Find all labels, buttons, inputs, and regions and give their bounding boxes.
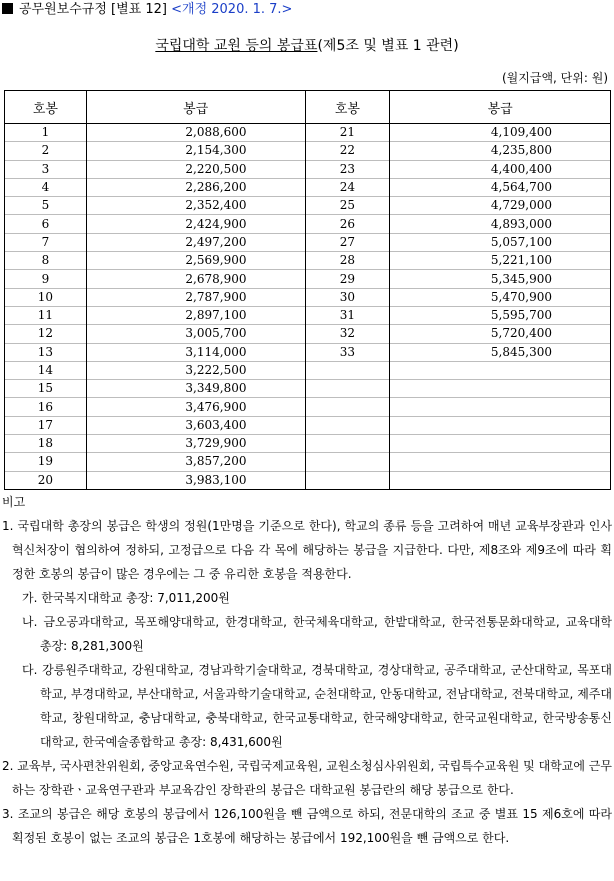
step-right-cell: 30 xyxy=(305,288,390,306)
step-right-cell: 33 xyxy=(305,343,390,361)
header-pay-right: 봉급 xyxy=(390,91,611,124)
pay-left-cell: 3,729,900 xyxy=(86,435,305,453)
pay-right-cell: 4,729,000 xyxy=(390,197,611,215)
step-left-cell: 2 xyxy=(5,142,87,160)
step-right-cell: 22 xyxy=(305,142,390,160)
table-row xyxy=(5,453,611,471)
table-row xyxy=(5,160,611,178)
step-left-cell: 19 xyxy=(5,453,87,471)
pay-left-cell: 3,114,000 xyxy=(86,343,305,361)
step-right-cell xyxy=(305,380,390,398)
note-2: 2. 교육부, 국사편찬위원회, 중앙교육연수원, 국립국제교육원, 교원소청심사위원회, 국립특수교육원 및 대학교에 근무하는 장학관ㆍ교육연구관과 부교육감인 장학관의 봉급은 대학교원 봉급란의 해당 봉급으로 한다. xyxy=(2,759,612,797)
note-1-item-a: 가. 한국복지대학교 총장: 7,011,200원 xyxy=(22,591,230,605)
step-right-cell: 21 xyxy=(305,124,390,142)
step-right-cell xyxy=(305,361,390,379)
table-row xyxy=(5,197,611,215)
step-left-cell: 1 xyxy=(5,124,87,142)
regulation-reference: 공무원보수규정 [별표 12] xyxy=(19,2,167,17)
table-row xyxy=(5,343,611,361)
pay-left-cell: 3,983,100 xyxy=(86,471,305,489)
title-sub: (제5조 및 별표 1 관련) xyxy=(317,38,459,54)
pay-left-cell: 3,222,500 xyxy=(86,361,305,379)
table-body xyxy=(5,124,611,490)
table-row xyxy=(5,380,611,398)
pay-left-cell: 3,857,200 xyxy=(86,453,305,471)
pay-right-cell xyxy=(390,435,611,453)
document-header xyxy=(2,1,292,19)
pay-left-cell: 2,352,400 xyxy=(86,197,305,215)
pay-right-cell: 5,720,400 xyxy=(390,325,611,343)
step-left-cell: 6 xyxy=(5,215,87,233)
step-right-cell: 29 xyxy=(305,270,390,288)
notes-label: 비고 xyxy=(2,495,26,509)
pay-left-cell: 3,476,900 xyxy=(86,398,305,416)
table-header-row xyxy=(5,91,611,124)
table-row xyxy=(5,215,611,233)
step-left-cell: 8 xyxy=(5,252,87,270)
table-row xyxy=(5,325,611,343)
step-left-cell: 18 xyxy=(5,435,87,453)
pay-right-cell: 5,221,100 xyxy=(390,252,611,270)
step-left-cell: 20 xyxy=(5,471,87,489)
black-square-icon xyxy=(2,3,13,14)
pay-right-cell: 4,235,800 xyxy=(390,142,611,160)
table-row xyxy=(5,142,611,160)
title-main: 국립대학 교원 등의 봉급표 xyxy=(155,38,318,54)
pay-left-cell: 2,897,100 xyxy=(86,306,305,324)
step-left-cell: 9 xyxy=(5,270,87,288)
notes-section xyxy=(0,490,612,850)
salary-table xyxy=(4,90,611,490)
step-right-cell: 31 xyxy=(305,306,390,324)
step-left-cell: 5 xyxy=(5,197,87,215)
step-left-cell: 7 xyxy=(5,233,87,251)
pay-right-cell xyxy=(390,380,611,398)
step-right-cell: 28 xyxy=(305,252,390,270)
step-left-cell: 17 xyxy=(5,416,87,434)
step-left-cell: 16 xyxy=(5,398,87,416)
pay-right-cell: 5,057,100 xyxy=(390,233,611,251)
pay-left-cell: 2,154,300 xyxy=(86,142,305,160)
step-right-cell: 32 xyxy=(305,325,390,343)
pay-left-cell: 2,678,900 xyxy=(86,270,305,288)
table-row xyxy=(5,306,611,324)
pay-left-cell: 2,497,200 xyxy=(86,233,305,251)
table-row xyxy=(5,270,611,288)
pay-right-cell xyxy=(390,453,611,471)
note-1: 1. 국립대학 총장의 봉급은 학생의 정원(1만명을 기준으로 한다), 학교의 종류 등을 고려하여 매년 교육부장관과 인사혁신처장이 협의하여 정하되, 고정급으로 다음 각 목에 해당하는 봉급을 지급한다. 다만, 제8조와 제9조에 따라 획정한 호봉의 봉급이 많은 경우에는 그 중 유리한 호봉을 적용한다. xyxy=(2,519,612,581)
pay-right-cell: 5,345,900 xyxy=(390,270,611,288)
step-left-cell: 3 xyxy=(5,160,87,178)
note-1-item-b: 나. 금오공과대학교, 목포해양대학교, 한경대학교, 한국체육대학교, 한밭대학교, 한국전통문화대학교, 교육대학 총장: 8,281,300원 xyxy=(22,615,612,653)
pay-right-cell: 4,400,400 xyxy=(390,160,611,178)
pay-right-cell: 4,109,400 xyxy=(390,124,611,142)
step-right-cell: 24 xyxy=(305,178,390,196)
header-step-right: 호봉 xyxy=(305,91,390,124)
pay-right-cell: 5,470,900 xyxy=(390,288,611,306)
pay-left-cell: 3,349,800 xyxy=(86,380,305,398)
pay-left-cell: 2,424,900 xyxy=(86,215,305,233)
header-step-left: 호봉 xyxy=(5,91,87,124)
table-row xyxy=(5,178,611,196)
step-left-cell: 12 xyxy=(5,325,87,343)
pay-right-cell xyxy=(390,471,611,489)
table-row xyxy=(5,471,611,489)
step-right-cell xyxy=(305,453,390,471)
step-right-cell xyxy=(305,398,390,416)
step-left-cell: 10 xyxy=(5,288,87,306)
step-left-cell: 4 xyxy=(5,178,87,196)
step-right-cell xyxy=(305,435,390,453)
step-left-cell: 13 xyxy=(5,343,87,361)
table-row xyxy=(5,288,611,306)
step-right-cell: 26 xyxy=(305,215,390,233)
pay-left-cell: 3,603,400 xyxy=(86,416,305,434)
pay-right-cell xyxy=(390,398,611,416)
header-pay-left: 봉급 xyxy=(86,91,305,124)
step-right-cell: 25 xyxy=(305,197,390,215)
step-right-cell xyxy=(305,416,390,434)
note-3: 3. 조교의 봉급은 해당 호봉의 봉급에서 126,100원을 뺀 금액으로 하되, 전문대학의 조교 중 별표 15 제6호에 따라 획정된 호봉이 없는 조교의 봉급은 1호봉에 해당하는 봉급에서 192,100원을 뺀 금액으로 한다. xyxy=(2,807,612,845)
step-left-cell: 15 xyxy=(5,380,87,398)
table-row xyxy=(5,124,611,142)
table-row xyxy=(5,361,611,379)
table-row xyxy=(5,233,611,251)
step-left-cell: 14 xyxy=(5,361,87,379)
pay-left-cell: 2,088,600 xyxy=(86,124,305,142)
pay-left-cell: 2,220,500 xyxy=(86,160,305,178)
step-right-cell xyxy=(305,471,390,489)
pay-right-cell: 5,845,300 xyxy=(390,343,611,361)
pay-right-cell xyxy=(390,416,611,434)
unit-label: (월지급액, 단위: 원) xyxy=(502,71,608,85)
pay-left-cell: 3,005,700 xyxy=(86,325,305,343)
step-right-cell: 27 xyxy=(305,233,390,251)
table-row xyxy=(5,398,611,416)
table-row xyxy=(5,252,611,270)
pay-right-cell: 5,595,700 xyxy=(390,306,611,324)
table-row xyxy=(5,435,611,453)
pay-left-cell: 2,787,900 xyxy=(86,288,305,306)
step-right-cell: 23 xyxy=(305,160,390,178)
pay-right-cell: 4,564,700 xyxy=(390,178,611,196)
pay-right-cell xyxy=(390,361,611,379)
note-1-item-c: 다. 강릉원주대학교, 강원대학교, 경남과학기술대학교, 경북대학교, 경상대학교, 공주대학교, 군산대학교, 목포대학교, 부경대학교, 부산대학교, 서울과학기술대학교, 순천대학교, 안동대학교, 전남대학교, 전북대학교, 제주대학교, 창원대학교, 충남대학교, 충북대학교, 한국교통대학교, 한국해양대학교, 한국교원대학교, 한국방송통신대학교, 한국예술종합학교 총장: 8,431,600원 xyxy=(22,663,612,749)
page-title xyxy=(0,36,614,56)
step-left-cell: 11 xyxy=(5,306,87,324)
revision-date: <개정 2020. 1. 7.> xyxy=(171,2,293,17)
pay-right-cell: 4,893,000 xyxy=(390,215,611,233)
table-row xyxy=(5,416,611,434)
pay-left-cell: 2,569,900 xyxy=(86,252,305,270)
pay-left-cell: 2,286,200 xyxy=(86,178,305,196)
